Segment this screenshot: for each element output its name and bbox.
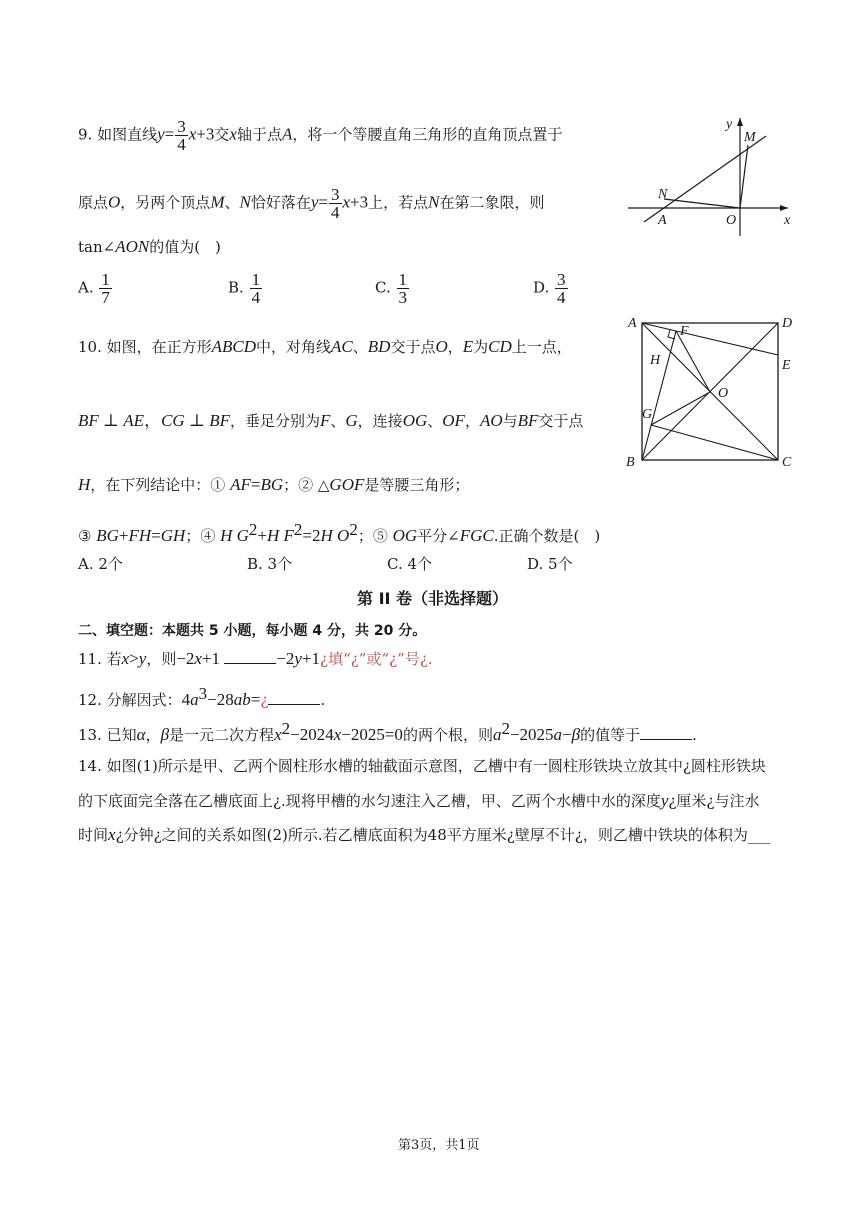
q10-option-a[interactable]: A. 2个	[78, 555, 123, 573]
q10-figure	[620, 310, 805, 475]
q10-option-c[interactable]: C. 4个	[387, 555, 433, 573]
q10-segment-OF	[676, 331, 710, 392]
q9-label-A: A	[658, 213, 667, 228]
q9-option-d[interactable]: D. $\frac{3}{4}$	[533, 270, 566, 307]
q9-line3: tan∠AON的值为( )	[78, 237, 221, 256]
q9-label-N: N	[658, 187, 668, 202]
q11: 11. 若x>y，则−2x+1 −2y+1¿填“¿”或“¿”号¿.	[78, 649, 433, 668]
q10-label-H: H	[650, 353, 661, 368]
q13-blank[interactable]	[640, 725, 692, 740]
q10-label-F: F	[680, 324, 689, 339]
q10-segment-CG	[651, 425, 778, 460]
q9-number: 9.	[78, 125, 93, 144]
q10-segment-AE	[642, 323, 778, 355]
q9-y-arrow	[737, 118, 743, 126]
q10-label-C: C	[782, 455, 792, 470]
page-footer: 第3页，共1页	[398, 1138, 480, 1153]
q13: 13. 已知α，β是一元二次方程$x^2-2024x-2025=0$的两个根，则$a^2-2025a-\beta$的值等于 .	[78, 719, 697, 744]
q10-line3: H，在下列结论中：① AF=BG；② △GOF是等腰三角形；	[78, 475, 470, 494]
q14-line1: 14. 如图(1)所示是甲、乙两个圆柱形水槽的轴截面示意图，乙槽中有一圆柱形铁块立放其中¿圆柱形铁块	[78, 757, 766, 775]
q11-blank[interactable]	[224, 649, 276, 664]
q9-line2: 原点O，另两个顶点M、N恰好落在y= $\frac{3}{4}$ x+3上，若点N在第二象限，则	[78, 185, 545, 222]
q9-label-y: y	[726, 117, 733, 132]
q12-blank[interactable]	[268, 690, 320, 705]
q12: 12. 分解因式：$4a^3-28ab=¿$ .	[78, 684, 326, 709]
q9-segment-OM	[740, 145, 748, 208]
q9-x-arrow	[780, 205, 788, 211]
q10-line4: ③ BG+FH=GH；④ H $G^2+H$ $F^2=2H$ $O^2$；⑤ OG平分∠FGC.正确个数是( )	[78, 520, 601, 545]
q10-label-G: G	[642, 407, 653, 422]
section-title: 第 II 卷（非选择题）	[357, 589, 509, 608]
q9-option-b[interactable]: B. $\frac{1}{4}$	[228, 270, 261, 307]
q9-label-x: x	[784, 213, 791, 228]
q10-option-b[interactable]: B. 3个	[247, 555, 293, 573]
q10-label-D: D	[782, 316, 793, 331]
q14-line2: 的下底面完全落在乙槽底面上¿.现将甲槽的水匀速注入乙槽，甲、乙两个水槽中水的深度y¿厘米¿与注水	[78, 791, 760, 810]
q14-line3: 时间x¿分钟¿之间的关系如图(2)所示.若乙槽底面积为48平方厘米¿壁厚不计¿，则乙槽中铁块的体积为___	[78, 825, 771, 844]
q9-text: 如图直线	[97, 125, 158, 144]
q10-label-B: B	[626, 455, 635, 470]
q10-label-E: E	[782, 358, 791, 373]
q9-segment-ON	[664, 199, 740, 208]
q10-option-d[interactable]: D. 5个	[527, 555, 573, 573]
q10-segment-BF	[642, 331, 676, 460]
q9-line1: 9. 如图直线y= $\frac{3}{4}$ x+3交x轴于点A，将一个等腰直角三角形的直角顶点置于	[78, 117, 563, 154]
fill-section-header: 二、填空题：本题共 5 小题，每小题 4 分，共 20 分。	[78, 623, 427, 639]
q9-figure	[620, 110, 800, 240]
q9-fraction: $\frac{3}{4}$	[177, 117, 186, 154]
q9-option-c[interactable]: C. $\frac{1}{3}$	[375, 270, 407, 307]
q10-line1: 10. 如图，在正方形ABCD中，对角线AC、BD交于点O，E为CD上一点，	[78, 337, 572, 356]
q9-option-a[interactable]: A. $\frac{1}{7}$	[78, 270, 110, 307]
q10-label-O: O	[718, 386, 729, 401]
q9-label-M: M	[744, 130, 756, 145]
q10-line2: BF ⊥ AE，CG ⊥ BF，垂足分别为F、G，连接OG、OF，AO与BF交于点	[78, 411, 584, 430]
q9-label-O: O	[726, 213, 737, 228]
q10-segment-OG	[651, 392, 710, 425]
q10-label-A: A	[628, 316, 637, 331]
